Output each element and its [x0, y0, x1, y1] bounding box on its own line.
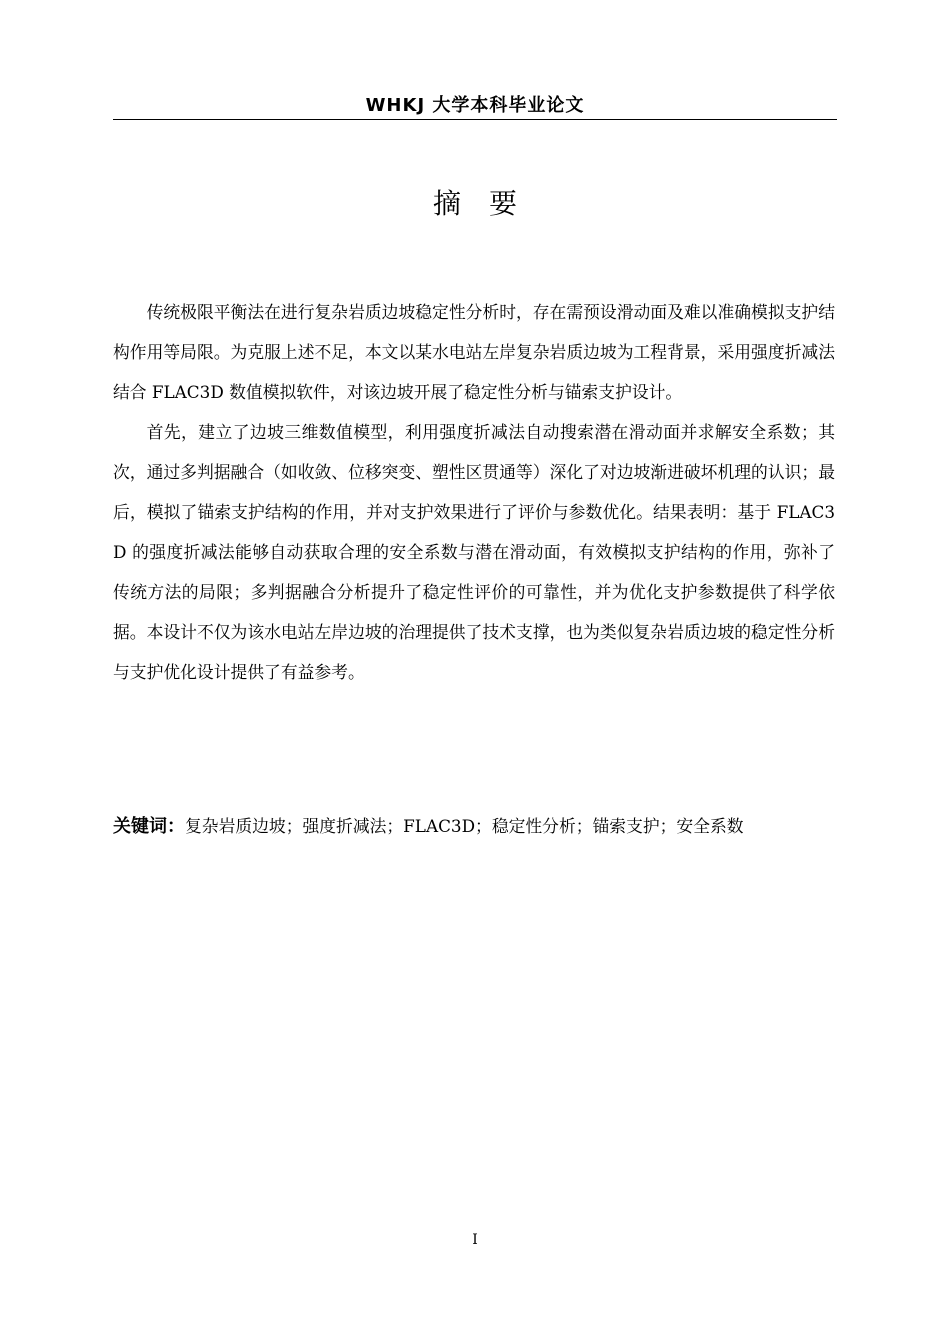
abstract-paragraph: 传统极限平衡法在进行复杂岩质边坡稳定性分析时，存在需预设滑动面及难以准确模拟支护结构作用等局限。为克服上述不足，本文以某水电站左岸复杂岩质边坡为工程背景，采用强度折减法结合 FLAC3D 数值模拟软件，对该边坡开展了稳定性分析与锚索支护设计。 [113, 302, 835, 402]
header-rule [113, 119, 837, 120]
abstract-body [113, 292, 835, 692]
abstract-title: 摘要 [432, 187, 545, 220]
page-number: I [472, 1232, 478, 1248]
keywords-line [113, 806, 843, 847]
page-header: WHKJ 大学本科毕业论文 [365, 95, 585, 116]
keywords-label: 关键词： [113, 816, 185, 837]
keywords-text: 复杂岩质边坡；强度折减法；FLAC3D；稳定性分析；锚索支护；安全系数 [185, 816, 744, 836]
abstract-paragraph: 首先，建立了边坡三维数值模型，利用强度折减法自动搜索潜在滑动面并求解安全系数；其次，通过多判据融合（如收敛、位移突变、塑性区贯通等）深化了对边坡渐进破坏机理的认识；最后，模拟了锚索支护结构的作用，并对支护效果进行了评价与参数优化。结果表明：基于 FLAC3D 的强度折减法能够自动获取合理的安全系数与潜在滑动面，有效模拟支护结构的作用，弥补了传统方法的局限；多判据融合分析提升了稳定性评价的可靠性，并为优化支护参数提供了科学依据。本设计不仅为该水电站左岸边坡的治理提供了技术支撑，也为类似复杂岩质边坡的稳定性分析与支护优化设计提供了有益参考。 [113, 422, 835, 682]
